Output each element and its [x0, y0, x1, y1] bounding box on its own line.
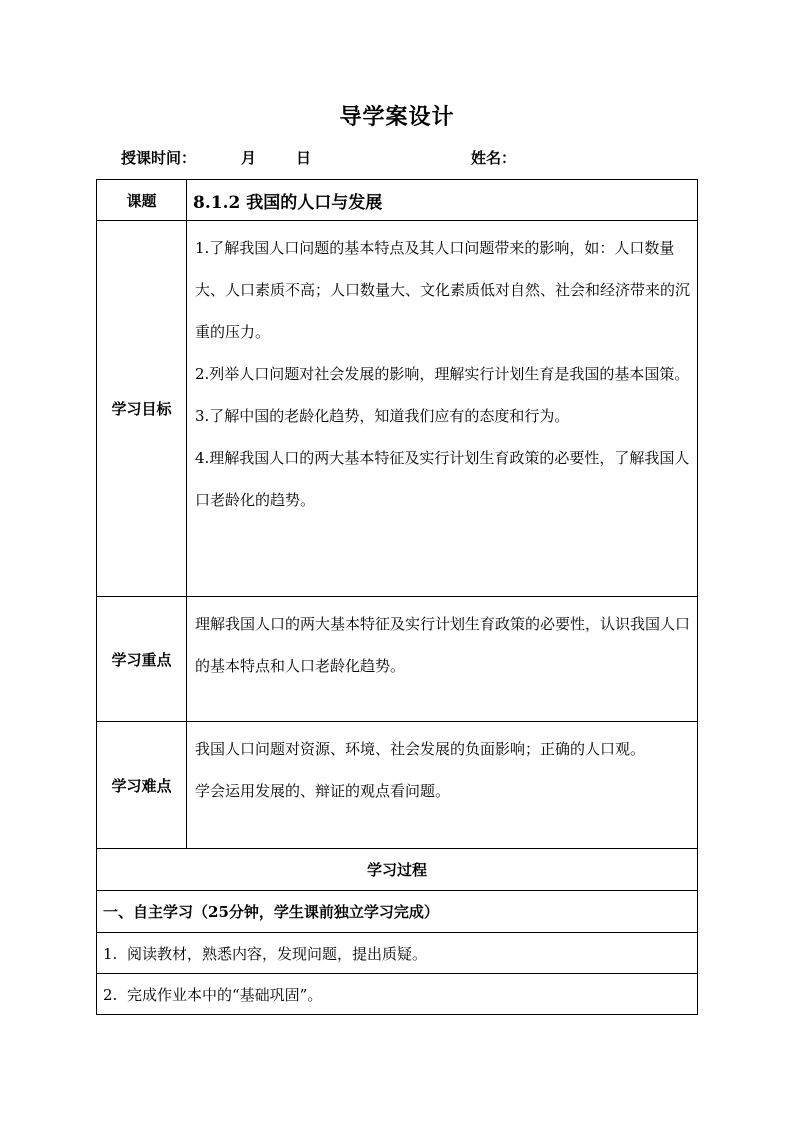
list-item-text: 阅读教材，熟悉内容，发现问题，提出质疑。 — [127, 944, 428, 963]
process-heading: 学习过程 — [97, 849, 698, 891]
goal-item: 4.理解我国人口的两大基本特征及实行计划生育政策的必要性，了解我国人口老龄化的趋势。 — [195, 449, 690, 509]
list-item-number: 1. — [103, 944, 118, 963]
key-points-content — [187, 597, 698, 722]
difficulty-item: 我国人口问题对资源、环境、社会发展的负面影响；正确的人口观。 — [195, 740, 646, 758]
document-title: 导学案设计 — [339, 104, 455, 130]
topic-value: 8.1.2 我国的人口与发展 — [187, 180, 698, 221]
process-row — [97, 849, 698, 891]
goals-row — [97, 221, 698, 597]
section-1-title: 一、自主学习（25分钟，学生课前独立学习完成） — [97, 891, 698, 933]
key-points-label: 学习重点 — [97, 597, 187, 722]
goals-content — [187, 221, 698, 597]
difficulty-item: 学会运用发展的、辩证的观点看问题。 — [195, 782, 451, 800]
list-item-number: 2. — [103, 985, 118, 1004]
goals-label: 学习目标 — [97, 221, 187, 597]
topic-label: 课题 — [97, 180, 187, 221]
goal-item: 2.列举人口问题对社会发展的影响，理解实行计划生育是我国的基本国策。 — [195, 365, 690, 383]
key-points-row — [97, 597, 698, 722]
lesson-plan-table — [96, 179, 698, 1015]
difficulties-row — [97, 722, 698, 849]
topic-row — [97, 180, 698, 221]
difficulties-label: 学习难点 — [97, 722, 187, 849]
student-name-label: 姓名： — [471, 149, 517, 167]
day-label: 日 — [296, 149, 312, 167]
month-label: 月 — [241, 149, 257, 167]
section-row — [97, 891, 698, 933]
list-item-text: 完成作业本中的“基础巩固”。 — [127, 985, 323, 1004]
goal-item: 1.了解我国人口问题的基本特点及其人口问题带来的影响，如：人口数量大、人口素质不高；人口数量大、文化素质低对自然、社会和经济带来的沉重的压力。 — [195, 239, 691, 341]
list-item — [97, 933, 698, 974]
list-item — [97, 974, 698, 1015]
difficulties-content — [187, 722, 698, 849]
goal-item: 3.了解中国的老龄化趋势，知道我们应有的态度和行为。 — [195, 407, 570, 425]
key-point-item: 理解我国人口的两大基本特征及实行计划生育政策的必要性，认识我国人口的基本特点和人口老龄化趋势。 — [195, 615, 691, 675]
class-time-label: 授课时间： — [121, 149, 197, 167]
